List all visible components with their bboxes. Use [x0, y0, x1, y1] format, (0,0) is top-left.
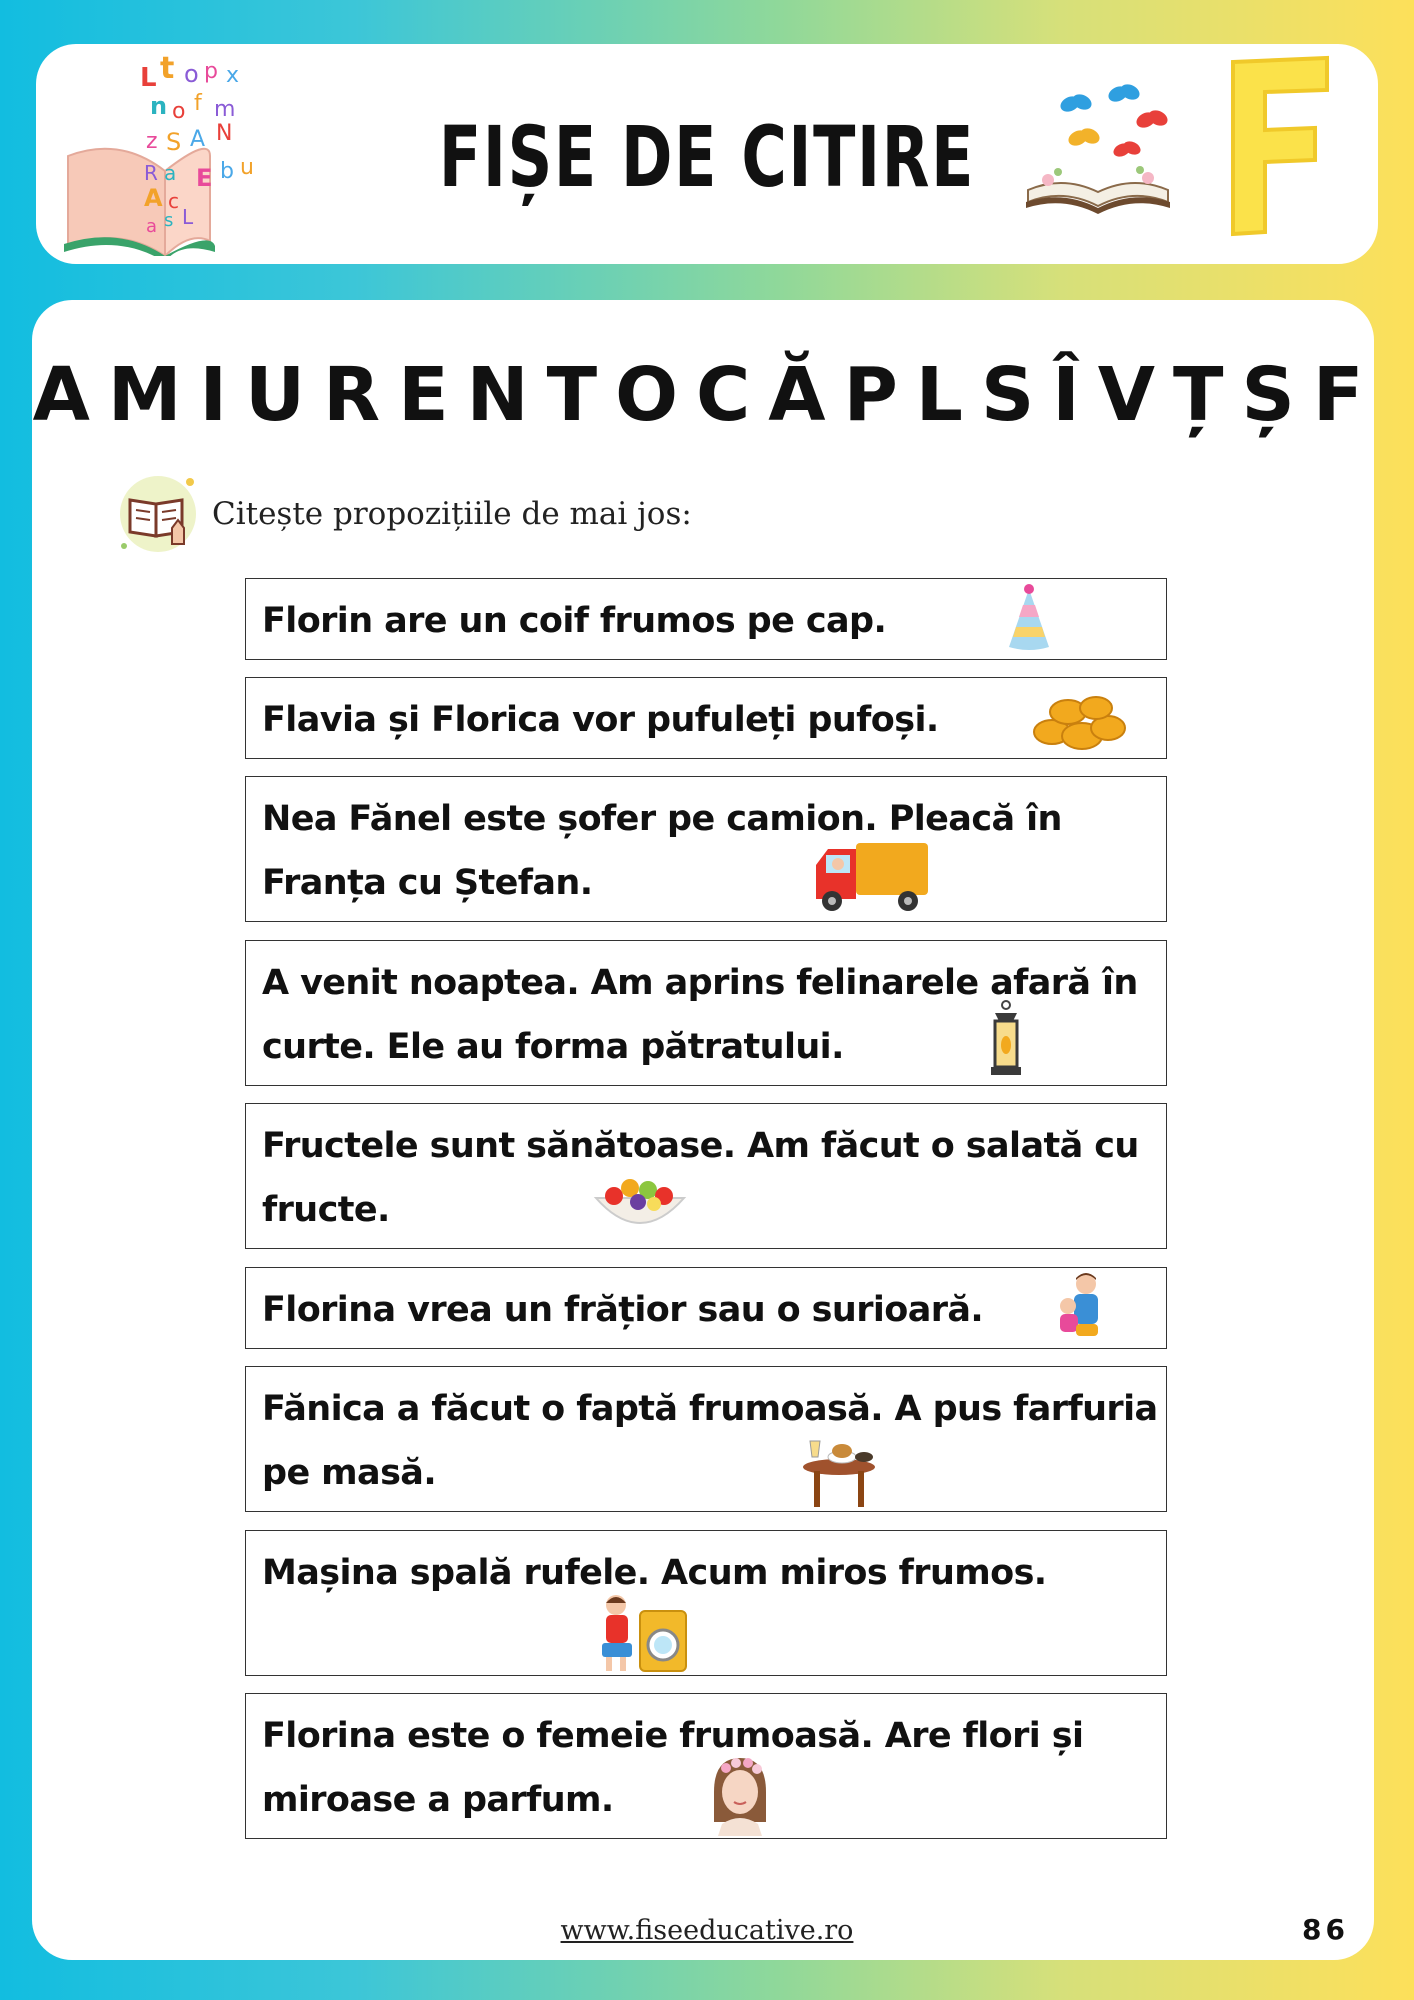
svg-text:S: S	[166, 128, 182, 156]
woman-icon	[702, 1752, 778, 1836]
sentence-text: Florin are un coif frumos pe cap.	[262, 601, 887, 641]
party-hat-icon	[1001, 583, 1057, 653]
svg-text:s: s	[164, 210, 174, 231]
siblings-icon	[1054, 1270, 1106, 1340]
svg-text:n: n	[150, 92, 168, 120]
sentence-text: Florina este o femeie frumoasă. Are flori și miroase a parfum.	[262, 1716, 1084, 1820]
svg-text:N: N	[216, 121, 233, 146]
svg-text:L: L	[140, 63, 157, 93]
sentence-text: Flavia și Florica vor pufuleți pufoși.	[262, 700, 939, 740]
sentence-box	[245, 1693, 1167, 1839]
svg-text:a: a	[146, 216, 158, 237]
table-icon	[800, 1427, 878, 1509]
svg-text:A: A	[190, 127, 206, 152]
svg-text:o: o	[172, 99, 186, 124]
sentence-text: Fănica a făcut o faptă frumoasă. A pus farfuria pe masă.	[262, 1389, 1158, 1493]
instruction-text: Citește propozițiile de mai jos:	[212, 496, 692, 532]
fruit-salad-icon	[592, 1168, 688, 1242]
sentence-box	[245, 1530, 1167, 1676]
reading-book-icon	[112, 470, 202, 560]
sentence-text: Florina vrea un frățior sau o surioară.	[262, 1290, 984, 1330]
svg-text:L: L	[182, 205, 194, 229]
svg-text:E: E	[196, 164, 213, 192]
svg-text:p: p	[204, 59, 218, 84]
letter-f-logo	[1215, 52, 1335, 242]
sentence-box	[245, 1366, 1167, 1512]
sentence-box	[245, 1103, 1167, 1249]
page-number: 86	[1302, 1913, 1349, 1946]
website-link[interactable]: www.fiseeducative.ro	[560, 1915, 854, 1946]
sentence-box	[245, 776, 1167, 922]
sentence-text: Fructele sunt sănătoase. Am făcut o salată cu fructe.	[262, 1126, 1139, 1230]
sentence-box	[245, 1267, 1167, 1349]
svg-text:A: A	[144, 184, 163, 212]
truck-icon	[812, 839, 930, 915]
svg-text:c: c	[168, 189, 179, 213]
butterfly-book-icon	[1018, 80, 1178, 220]
svg-text:z: z	[146, 129, 158, 154]
lantern-icon	[981, 999, 1031, 1081]
washing-machine-icon	[598, 1591, 690, 1673]
svg-text:b: b	[220, 159, 234, 184]
puffs-snack-icon	[1026, 684, 1130, 754]
sentence-text: Nea Fănel este șofer pe camion. Pleacă în Franța cu Ștefan.	[262, 799, 1062, 903]
svg-text:t: t	[160, 56, 175, 86]
sentence-box	[245, 940, 1167, 1086]
svg-text:u: u	[240, 155, 254, 180]
alphabet-letters: AMIURENTOCĂPLSÎVȚȘF	[32, 352, 1382, 438]
svg-text:a: a	[164, 161, 177, 185]
svg-text:m: m	[214, 97, 236, 122]
sentence-text: A venit noaptea. Am aprins felinarele afară în curte. Ele au forma pătratului.	[262, 963, 1138, 1067]
svg-text:R: R	[144, 161, 158, 185]
sentence-box	[245, 578, 1167, 660]
sentence-box	[245, 677, 1167, 759]
svg-text:o: o	[184, 60, 199, 88]
sentence-text: Mașina spală rufele. Acum miros frumos.	[262, 1553, 1047, 1593]
svg-text:f: f	[194, 91, 202, 116]
svg-text:x: x	[226, 63, 240, 88]
page-title: FIȘE DE CITIRE	[438, 108, 976, 206]
